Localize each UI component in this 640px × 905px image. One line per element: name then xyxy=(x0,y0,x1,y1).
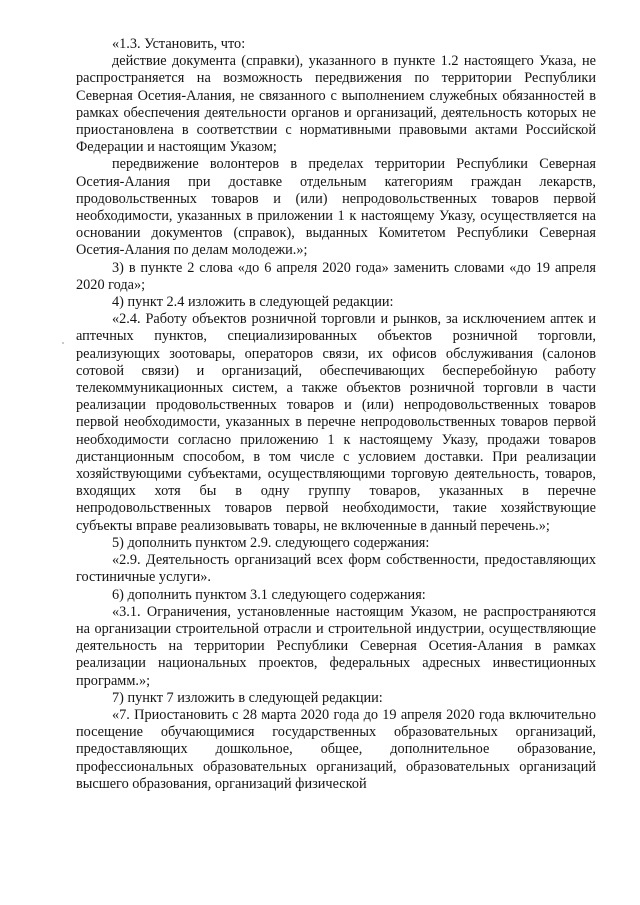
paragraph-2-9-text: «2.9. Деятельность организаций всех форм собственности, предоставляющих гостиничные услуги». xyxy=(76,552,596,586)
paragraph-volunteers: передвижение волонтеров в пределах территории Республики Северная Осетия-Алания при доставке отдельным категориям граждан лекарств, продовольственных товаров и (или) непродовольственных товаров первой необходимости, указанных в приложении 1 к настоящему Указу, осуществляется на основании документов (справок), выданных Комитетом Республики Северная Осетия-Алания по делам молодежи.»; xyxy=(76,156,596,259)
paragraph-item-5: 5) дополнить пунктом 2.9. следующего содержания: xyxy=(112,534,430,551)
paragraph-7-text: «7. Приостановить с 28 марта 2020 года до 19 апреля 2020 года включительно посещение обучающимися государственных образовательных организаций, предоставляющих дошкольное, общее, дополнительное образование, профессиональных образовательных организаций, образовательных организаций высшего образования, организаций физической xyxy=(76,706,596,792)
paragraph-item-7: 7) пункт 7 изложить в следующей редакции: xyxy=(112,689,383,706)
paragraph-item-3: 3) в пункте 2 слова «до 6 апреля 2020 года» заменить словами «до 19 апреля 2020 года»; xyxy=(76,259,596,293)
paragraph-item-6: 6) дополнить пунктом 3.1 следующего содержания: xyxy=(112,586,426,603)
scan-speck xyxy=(62,342,64,344)
paragraph-1-3-intro: «1.3. Установить, что: xyxy=(112,36,246,52)
document-page xyxy=(76,36,596,793)
paragraph-item-4: 4) пункт 2.4 изложить в следующей редакции: xyxy=(112,294,394,311)
paragraph-2-4-text: «2.4. Работу объектов розничной торговли и рынков, за исключением аптек и аптечных пунктов, специализированных объектов розничной торговли, реализующих зоотовары, операторов связи, их офисов обслуживания (салонов сотовой связи) и организаций, обеспечивающих бесперебойную работу телекоммуникационных систем, а также объектов розничной торговли в части реализации продовольственных товаров и (или) непродовольственных товаров первой необходимости, указанных в перечне непродовольственных товаров первой необходимости согласно приложению 1 к настоящему Указу, продажи товаров дистанционным способом, в том числе с условием доставки. При реализации хозяйствующими субъектами, осуществляющими торговую деятельность, товаров, входящих хотя бы в одну группу товаров, указанных в перечне непродовольственных товаров первой необходимости, такие хозяйствующие субъекты вправе реализовывать товары, не включенные в данный перечень.»; xyxy=(76,311,596,534)
paragraph-document-validity: действие документа (справки), указанного в пункте 1.2 настоящего Указа, не распространяется на возможность передвижения по территории Республики Северная Осетия-Алания, не связанного с выполнением служебных обязанностей в рамках обеспечения деятельности органов и организаций, деятельность которых не приостановлена в соответствии с нормативными правовыми актами Российской Федерации и настоящим Указом; xyxy=(76,53,596,156)
paragraph-3-1-text: «3.1. Ограничения, установленные настоящим Указом, не распространяются на организации строительной отрасли и строительной индустрии, осуществляющие деятельность на территории Республики Северная Осетия-Алания в рамках реализации национальных проектов, федеральных адресных инвестиционных программ.»; xyxy=(76,603,596,689)
